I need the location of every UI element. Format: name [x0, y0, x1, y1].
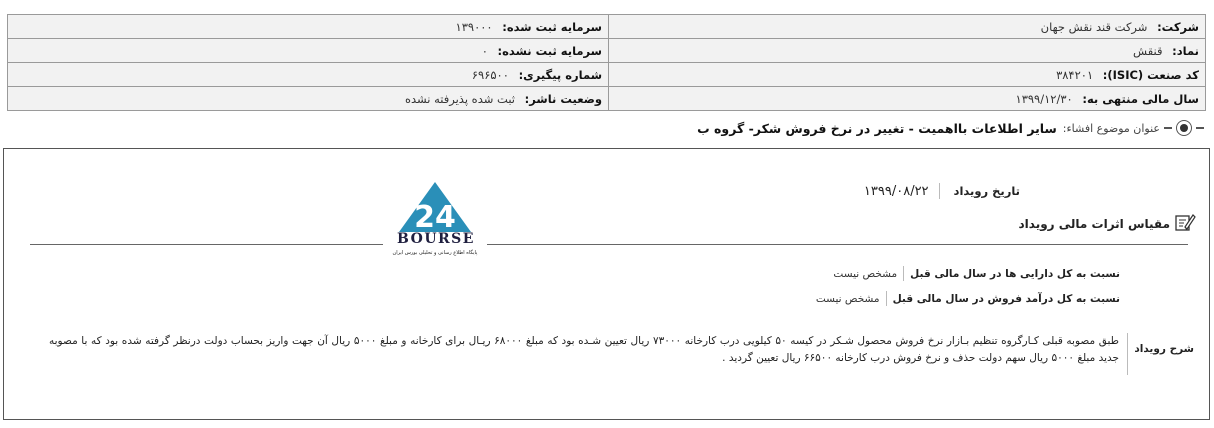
event-description-text: طبق مصوبه قبلی کـارگروه تنظیم بـازار نرخ فروش محصول شـکر در کیسه ۵۰ کیلویی درب کارخانه ۷۳۰۰۰ ریال تعیین شـده بود که مبلغ ۶۸۰۰۰ ریـال برای کارخانه و مبلغ ۵۰۰۰ ریال آن جهت واریز بحساب دولت درنظر گرفته شده بود که با مصوبه جدید مبلغ ۵۰۰۰ ریال سهم دولت حذف و نرخ فروش درب کارخانه ۶۶۵۰۰ ریال تعیین گردید . [49, 335, 1120, 364]
tracking-value: ۶۹۶۵۰۰ [471, 67, 509, 82]
company-cell [609, 15, 1206, 39]
revenue-ratio-value: مشخص نیست [815, 292, 880, 305]
asset-ratio-value: مشخص نیست [833, 267, 898, 280]
section-divider [30, 244, 1188, 245]
company-label: شرکت: [1157, 19, 1199, 34]
asset-ratio-label: نسبت به کل دارایی ها در سال مالی قبل [910, 267, 1120, 280]
divider [903, 266, 904, 281]
financial-effects-heading [1019, 212, 1196, 235]
logo-tagline: پایگاه اطلاع رسانی و تحلیلی بورس ایران [392, 250, 478, 256]
symbol-value: قنقش [1133, 43, 1163, 58]
edit-document-icon [1174, 212, 1196, 235]
capital-registered-cell [8, 15, 609, 39]
disclosure-subject [697, 120, 1204, 136]
capital-registered-value: ۱۳۹۰۰۰ [455, 19, 493, 34]
capital-registered-label: سرمایه ثبت شده: [502, 19, 602, 34]
publisher-status-cell [8, 87, 609, 111]
isic-label: کد صنعت (ISIC): [1102, 67, 1199, 82]
logo-word: BOURSE [397, 231, 475, 247]
fiscal-year-cell [609, 87, 1206, 111]
event-description-row [49, 333, 1194, 375]
divider [939, 183, 940, 199]
isic-cell [609, 63, 1206, 87]
capital-unregistered-cell [8, 39, 609, 63]
publisher-status-value: ثبت شده پذیرفته نشده [404, 91, 516, 106]
revenue-ratio-row [816, 291, 1120, 306]
divider [886, 291, 887, 306]
asset-ratio-row [833, 266, 1120, 281]
financial-effects-title: مقیاس اثرات مالی رویداد [1018, 216, 1170, 231]
event-date-label: تاریخ رویداد [953, 184, 1020, 198]
bourse24-logo [383, 178, 487, 262]
event-date-row [864, 183, 1020, 199]
event-panel [3, 148, 1210, 420]
company-value: شرکت قند نقش جهان [1040, 19, 1148, 34]
isic-value: ۳۸۴۲۰۱ [1056, 67, 1094, 82]
bullet-line [1164, 127, 1172, 129]
company-info-table [7, 14, 1206, 111]
event-date-value: ۱۳۹۹/۰۸/۲۲ [863, 183, 929, 199]
tracking-cell [8, 63, 609, 87]
capital-unregistered-label: سرمایه ثبت نشده: [497, 43, 602, 58]
capital-unregistered-value: ۰ [481, 43, 488, 58]
symbol-label: نماد: [1172, 43, 1199, 58]
fiscal-year-value: ۱۳۹۹/۱۲/۳۰ [1015, 91, 1073, 106]
divider [1127, 333, 1128, 375]
tracking-label: شماره پیگیری: [518, 67, 602, 82]
publisher-status-label: وضعیت ناشر: [524, 91, 602, 106]
bullet-icon [1176, 120, 1192, 136]
logo-mark: 24 [414, 200, 456, 234]
subject-title: سایر اطلاعات بااهمیت - تغییر در نرخ فروش شکر- گروه ب [697, 120, 1057, 136]
event-description-label: شرح رویداد [1134, 343, 1194, 355]
fiscal-year-label: سال مالی منتهی به: [1082, 91, 1199, 106]
logo-triangle-icon [383, 178, 487, 234]
bullet-line [1196, 127, 1204, 129]
subject-label: عنوان موضوع افشاء: [1062, 121, 1160, 135]
revenue-ratio-label: نسبت به کل درآمد فروش در سال مالی قبل [892, 292, 1120, 305]
symbol-cell [609, 39, 1206, 63]
